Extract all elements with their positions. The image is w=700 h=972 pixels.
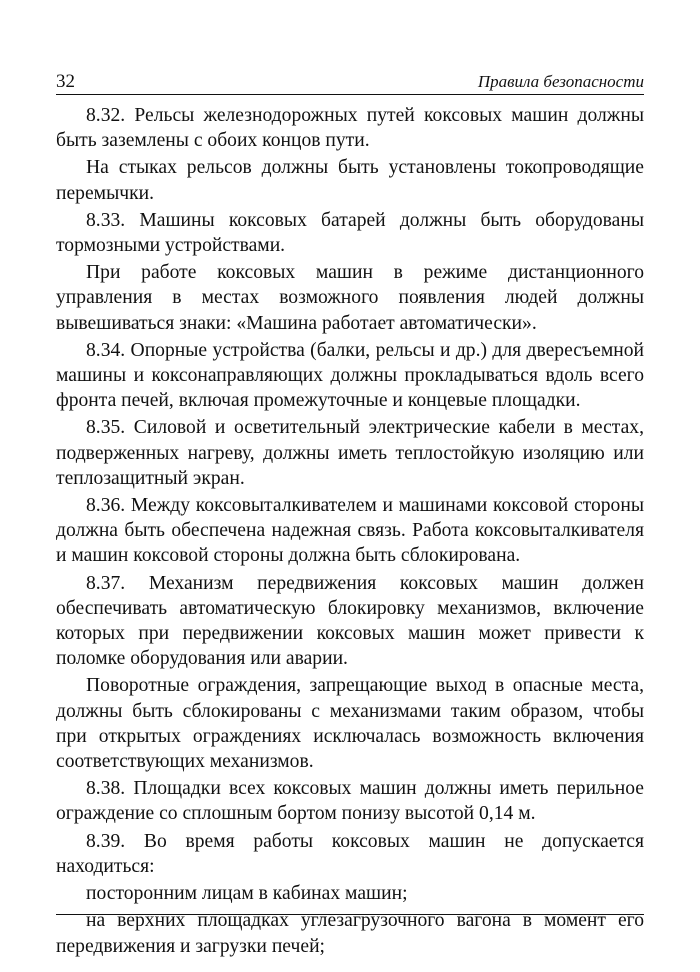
list-item-outsiders-in-cabins: посторонним лицам в кабинах машин; <box>86 883 408 905</box>
page-header <box>56 68 644 95</box>
paragraph-remote-control-signs: При работе коксовых машин в режиме дистанционного управления в местах возможного появления людей должны вывешиваться знаки: «Машина работает автоматически». <box>56 262 644 334</box>
paragraph-8-37: 8.37. Механизм передвижения коксовых машин должен обеспечивать автоматическую блокировку механизмов, включение которых при передвижении коксовых машин может привести к поломке оборудования или аварии. <box>56 572 644 670</box>
paragraph-8-35: 8.35. Силовой и осветительный электрические кабели в местах, подверженных нагреву, должны иметь теплостойкую изоляцию или теплозащитный экран. <box>56 417 644 489</box>
paragraph-8-38: 8.38. Площадки всех коксовых машин должны иметь перильное ограждение со сплошным бортом понизу высотой 0,14 м. <box>56 778 644 825</box>
document-body <box>56 103 644 959</box>
running-title: Правила безопасности <box>477 72 644 91</box>
paragraph-8-34: 8.34. Опорные устройства (балки, рельсы и др.) для двересъемной машины и коксонаправляющих должны прокладываться вдоль всего фронта печей, включая промежуточные и концевые площадки. <box>56 339 644 412</box>
list-item-upper-platforms: на верхних площадках углезагрузочного вагона в момент его передвижения и загрузки печей; <box>56 910 644 957</box>
paragraph-rail-jumpers: На стыках рельсов должны быть установлены токопроводящие перемычки. <box>56 157 644 204</box>
paragraph-8-36: 8.36. Между коксовыталкивателем и машинами коксовой стороны должна быть обеспечена надежная связь. Работа коксовыталкивателя и машин коксовой стороны должна быть сблокирована. <box>56 495 644 567</box>
page-number: 32 <box>56 71 75 92</box>
paragraph-8-39: 8.39. Во время работы коксовых машин не допускается находиться: <box>56 830 644 877</box>
paragraph-rotary-guards: Поворотные ограждения, запрещающие выход в опасные места, должны быть сблокированы с механизмами таким образом, чтобы при открытых ограждениях исключалась возможность включения соответствующих механизмов. <box>56 675 644 773</box>
document-page <box>56 68 644 961</box>
bottom-rule <box>56 914 644 915</box>
paragraph-8-33: 8.33. Машины коксовых батарей должны быть оборудованы тормозными устройствами. <box>56 209 644 257</box>
paragraph-8-32: 8.32. Рельсы железнодорожных путей коксовых машин должны быть заземлены с обоих концов пути. <box>56 105 644 152</box>
